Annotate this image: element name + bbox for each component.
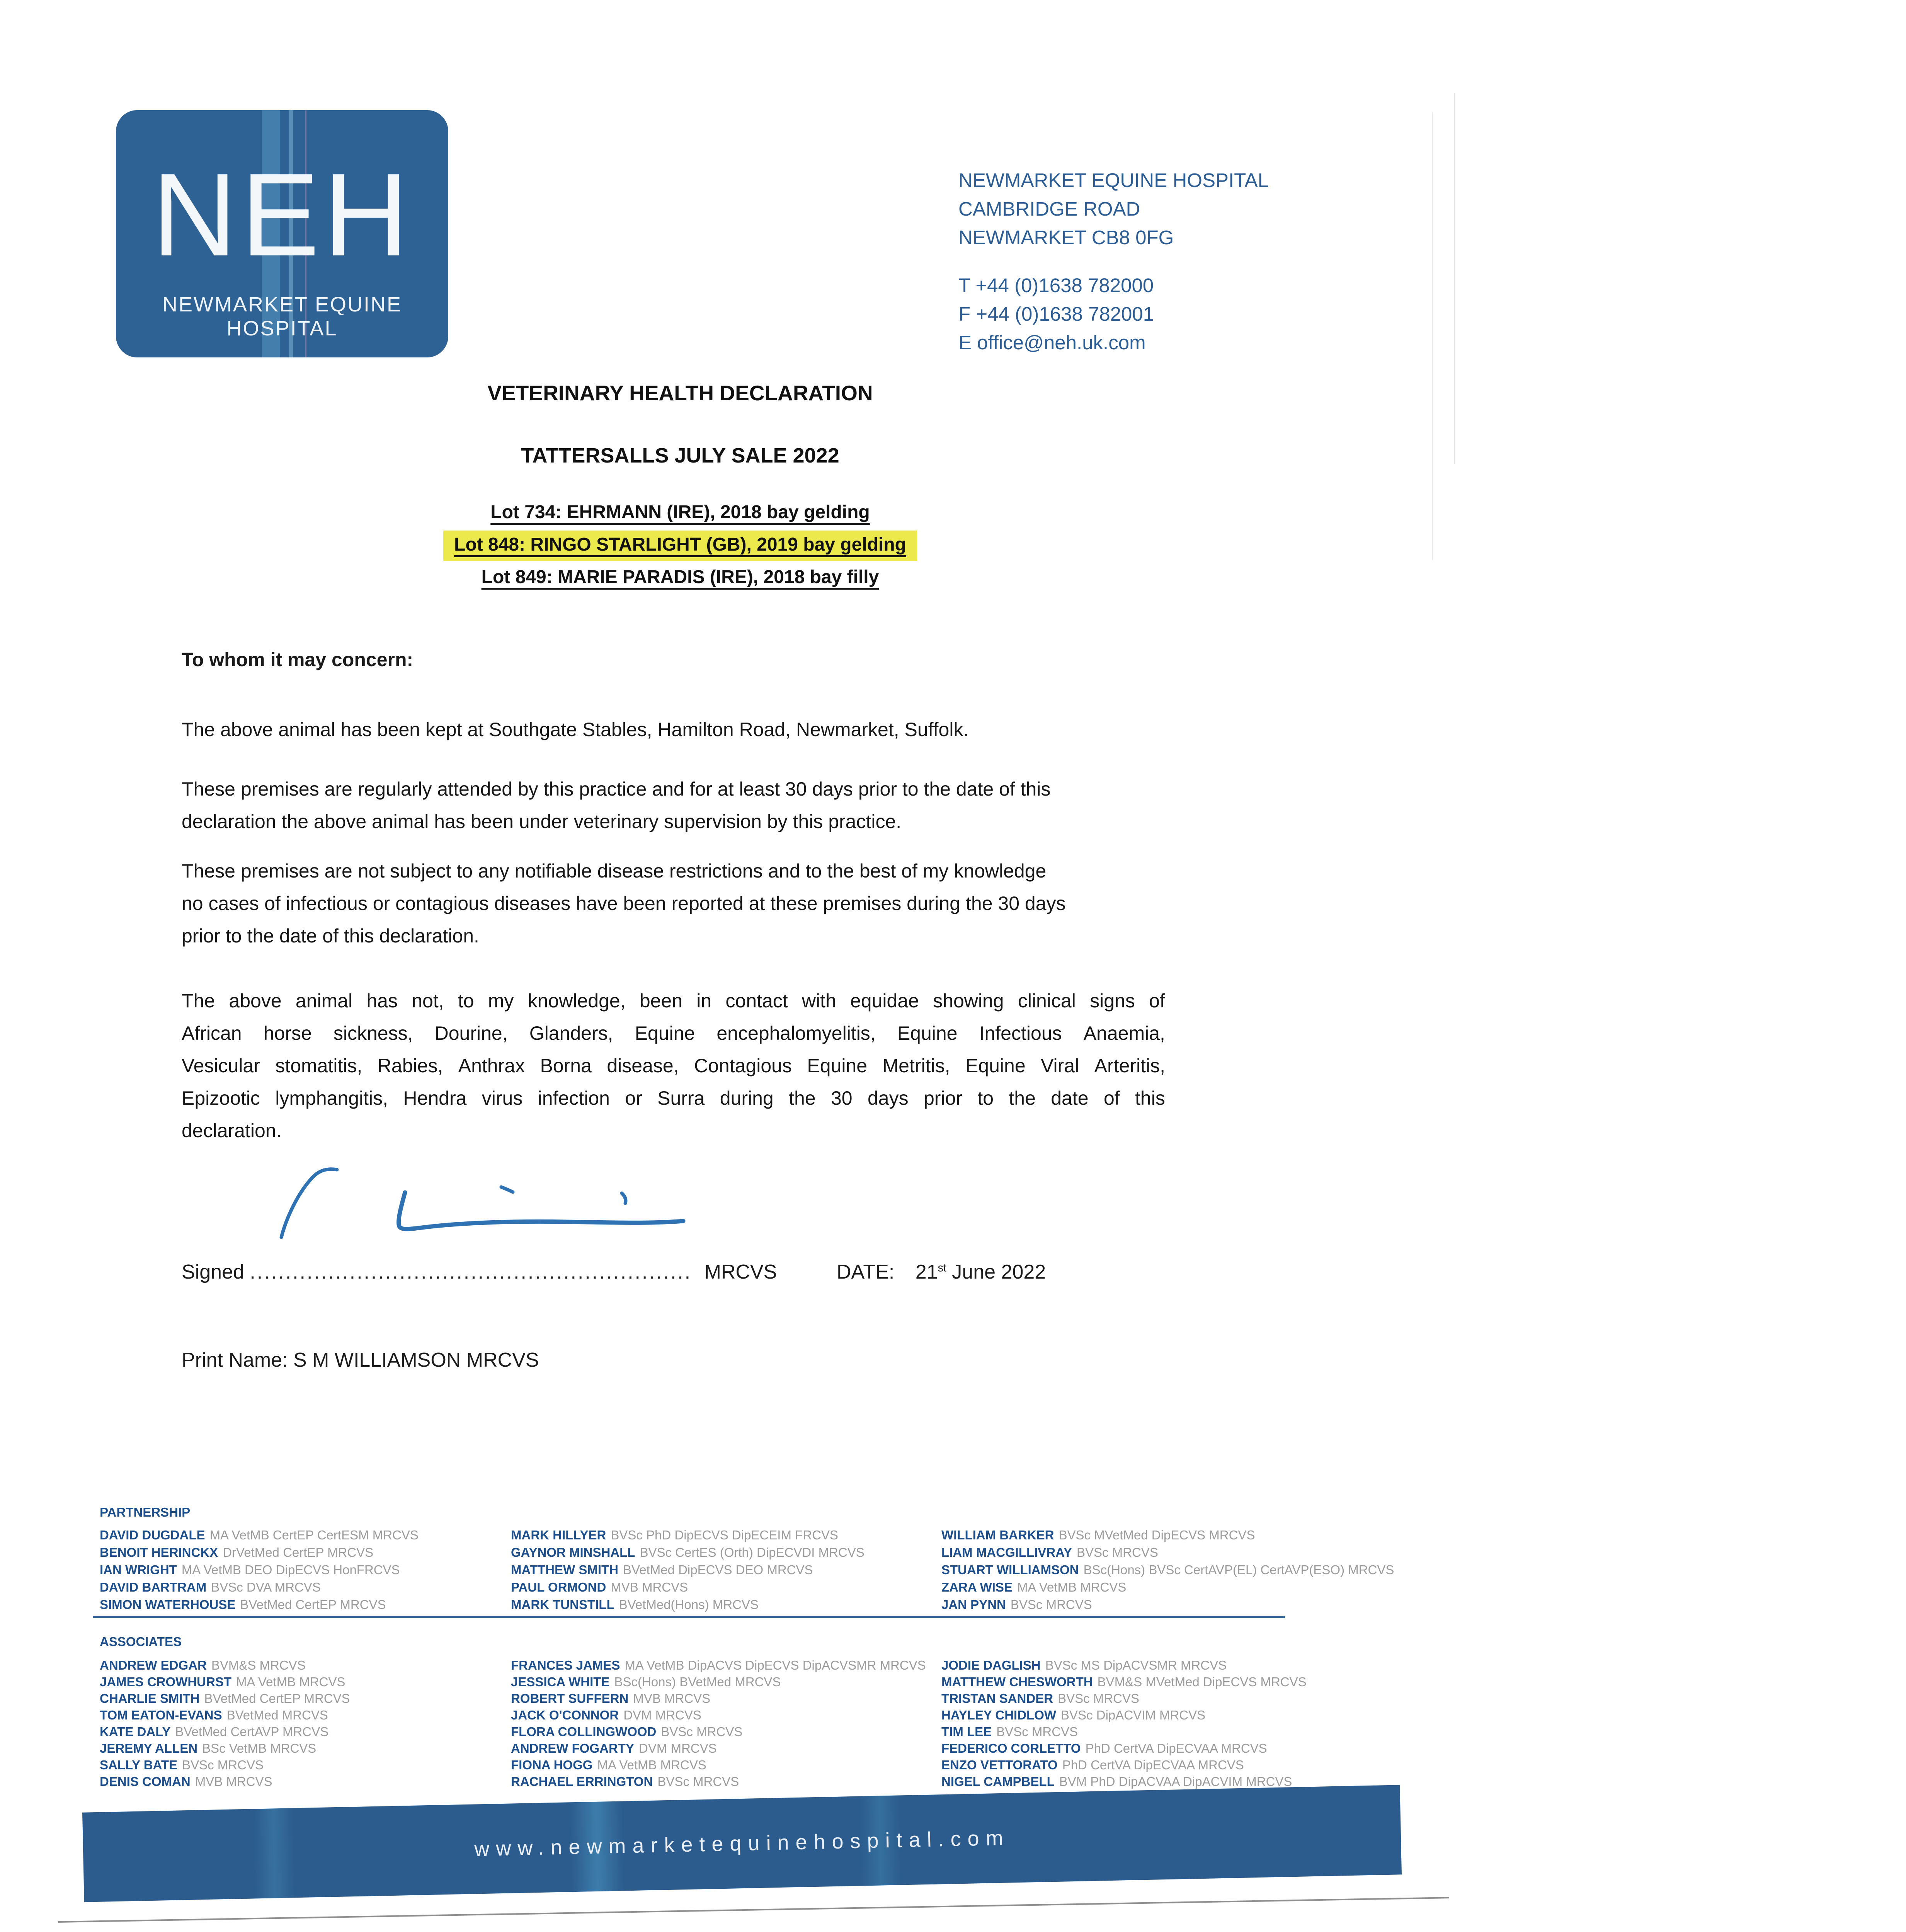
lot-line-848-highlighted: Lot 848: RINGO STARLIGHT (GB), 2019 bay gelding bbox=[155, 529, 1206, 561]
staff-member: PAUL ORMOND MVB MRCVS bbox=[511, 1580, 688, 1594]
email-line: E office@neh.uk.com bbox=[958, 332, 1146, 354]
lot-list bbox=[155, 496, 1206, 594]
body-line: prior to the date of this declaration. bbox=[182, 925, 479, 947]
partnership-column-1 bbox=[100, 1526, 419, 1613]
hospital-address bbox=[958, 166, 1269, 252]
staff-member: JACK O'CONNOR DVM MRCVS bbox=[511, 1708, 701, 1722]
staff-member: MARK TUNSTILL BVetMed(Hons) MRCVS bbox=[511, 1597, 759, 1612]
body-line: These premises are not subject to any notifiable disease restrictions and to the best of my knowledge bbox=[182, 860, 1047, 882]
associates-column-3 bbox=[941, 1657, 1307, 1790]
signed-label: Signed bbox=[182, 1261, 244, 1283]
staff-member: FIONA HOGG MA VetMB MRCVS bbox=[511, 1758, 706, 1772]
staff-member: CHARLIE SMITH BVetMed CertEP MRCVS bbox=[100, 1691, 350, 1706]
paragraph-1 bbox=[182, 713, 968, 746]
body-line: African horse sickness, Dourine, Glanders, Equine encephalomyelitis, Equine Infectious Anaemia, bbox=[182, 1022, 1165, 1044]
partnership-header: PARTNERSHIP bbox=[100, 1505, 191, 1519]
staff-member: DENIS COMAN MVB MRCVS bbox=[100, 1774, 272, 1789]
body-line: The above animal has not, to my knowledge, been in contact with equidae showing clinical signs of bbox=[182, 990, 1165, 1012]
mrcvs-label: MRCVS bbox=[704, 1261, 777, 1283]
staff-member: FRANCES JAMES MA VetMB DipACVS DipECVS DipACVSMR MRCVS bbox=[511, 1658, 926, 1672]
phone-line: T +44 (0)1638 782000 bbox=[958, 274, 1154, 296]
neh-logo bbox=[116, 110, 448, 357]
associates-header: ASSOCIATES bbox=[100, 1634, 182, 1649]
partnership-column-3 bbox=[941, 1526, 1394, 1613]
staff-member: JEREMY ALLEN BSc VetMB MRCVS bbox=[100, 1741, 317, 1755]
partnership-column-2 bbox=[511, 1526, 865, 1613]
staff-member: JESSICA WHITE BSc(Hons) BVetMed MRCVS bbox=[511, 1675, 781, 1689]
lot-line-849: Lot 849: MARIE PARADIS (IRE), 2018 bay filly bbox=[481, 567, 879, 587]
staff-member: TIM LEE BVSc MRCVS bbox=[941, 1725, 1078, 1739]
website-url: www.newmarketequinehospital.com bbox=[474, 1826, 1010, 1861]
staff-member: DAVID DUGDALE MA VetMB CertEP CertESM MRCVS bbox=[100, 1528, 419, 1542]
staff-member: WILLIAM BARKER BVSc MVetMed DipECVS MRCVS bbox=[941, 1528, 1255, 1542]
staff-member: LIAM MACGILLIVRAY BVSc MRCVS bbox=[941, 1545, 1158, 1560]
staff-member: FLORA COLLINGWOOD BVSc MRCVS bbox=[511, 1725, 743, 1739]
hospital-contact bbox=[958, 271, 1154, 357]
body-line: Epizootic lymphangitis, Hendra virus infection or Surra during the 30 days prior to the date of this bbox=[182, 1087, 1165, 1109]
staff-member: JAN PYNN BVSc MRCVS bbox=[941, 1597, 1092, 1612]
paragraph-4 bbox=[182, 985, 1165, 1147]
staff-member: BENOIT HERINCKX DrVetMed CertEP MRCVS bbox=[100, 1545, 374, 1560]
sale-title: TATTERSALLS JULY SALE 2022 bbox=[521, 444, 839, 467]
logo-monogram: NEH bbox=[152, 149, 412, 281]
staff-member: ANDREW FOGARTY DVM MRCVS bbox=[511, 1741, 717, 1755]
staff-member: SALLY BATE BVSc MRCVS bbox=[100, 1758, 264, 1772]
paragraph-2 bbox=[182, 773, 1050, 838]
associates-column-2 bbox=[511, 1657, 926, 1790]
website-bar bbox=[82, 1785, 1402, 1902]
staff-member: GAYNOR MINSHALL BVSc CertES (Orth) DipECVDI MRCVS bbox=[511, 1545, 865, 1560]
staff-member: ROBERT SUFFERN MVB MRCVS bbox=[511, 1691, 711, 1706]
staff-member: TOM EATON-EVANS BVetMed MRCVS bbox=[100, 1708, 328, 1722]
staff-member: STUART WILLIAMSON BSc(Hons) BVSc CertAVP(EL) CertAVP(ESO) MRCVS bbox=[941, 1563, 1394, 1577]
staff-member: JODIE DAGLISH BVSc MS DipACVSMR MRCVS bbox=[941, 1658, 1227, 1672]
salutation: To whom it may concern: bbox=[182, 649, 414, 670]
body-line: Vesicular stomatitis, Rabies, Anthrax Borna disease, Contagious Equine Metritis, Equine Viral Arteritis, bbox=[182, 1055, 1165, 1077]
staff-divider-rule bbox=[93, 1616, 1285, 1618]
address-line: CAMBRIDGE ROAD bbox=[958, 198, 1140, 220]
body-line: These premises are regularly attended by this practice and for at least 30 days prior to the date of this bbox=[182, 778, 1051, 800]
fax-line: F +44 (0)1638 782001 bbox=[958, 303, 1154, 325]
staff-member: DAVID BARTRAM BVSc DVA MRCVS bbox=[100, 1580, 321, 1594]
print-name: Print Name: S M WILLIAMSON MRCVS bbox=[182, 1349, 539, 1371]
staff-member: SIMON WATERHOUSE BVetMed CertEP MRCVS bbox=[100, 1597, 386, 1612]
signature-dotted-line: .............................................................. bbox=[250, 1261, 692, 1283]
staff-member: HAYLEY CHIDLOW BVSc DipACVIM MRCVS bbox=[941, 1708, 1206, 1722]
staff-member: RACHAEL ERRINGTON BVSc MRCVS bbox=[511, 1774, 739, 1789]
scan-edge-line bbox=[1454, 93, 1455, 464]
lot-line-734: Lot 734: EHRMANN (IRE), 2018 bay gelding bbox=[490, 502, 870, 522]
body-line: no cases of infectious or contagious diseases have been reported at these premises during the 30 days bbox=[182, 893, 1066, 914]
paragraph-3 bbox=[182, 855, 1066, 952]
staff-member: MATTHEW SMITH BVetMed DipECVS DEO MRCVS bbox=[511, 1563, 813, 1577]
body-line: The above animal has been kept at Southgate Stables, Hamilton Road, Newmarket, Suffolk. bbox=[182, 719, 969, 740]
address-line: NEWMARKET CB8 0FG bbox=[958, 226, 1174, 248]
signed-row bbox=[182, 1260, 777, 1284]
staff-member: ENZO VETTORATO PhD CertVA DipECVAA MRCVS bbox=[941, 1758, 1244, 1772]
date-value: 21st June 2022 bbox=[915, 1261, 1046, 1283]
staff-member: MATTHEW CHESWORTH BVM&S MVetMed DipECVS MRCVS bbox=[941, 1675, 1307, 1689]
handwritten-signature bbox=[247, 1148, 711, 1256]
scan-artifact-line bbox=[58, 1897, 1449, 1923]
logo-subtitle: NEWMARKET EQUINE HOSPITAL bbox=[162, 293, 402, 340]
date-label: DATE: bbox=[837, 1261, 895, 1283]
staff-member: JAMES CROWHURST MA VetMB MRCVS bbox=[100, 1675, 345, 1689]
scan-edge-line bbox=[1432, 112, 1433, 560]
staff-member: TRISTAN SANDER BVSc MRCVS bbox=[941, 1691, 1139, 1706]
staff-member: ZARA WISE MA VetMB MRCVS bbox=[941, 1580, 1127, 1594]
address-line: NEWMARKET EQUINE HOSPITAL bbox=[958, 169, 1269, 191]
staff-member: FEDERICO CORLETTO PhD CertVA DipECVAA MRCVS bbox=[941, 1741, 1267, 1755]
staff-member: KATE DALY BVetMed CertAVP MRCVS bbox=[100, 1725, 329, 1739]
document-title: VETERINARY HEALTH DECLARATION bbox=[487, 381, 873, 405]
body-line: declaration. bbox=[182, 1120, 282, 1141]
associates-column-1 bbox=[100, 1657, 350, 1790]
staff-member: MARK HILLYER BVSc PhD DipECVS DipECEIM FRCVS bbox=[511, 1528, 838, 1542]
body-line: declaration the above animal has been under veterinary supervision by this practice. bbox=[182, 811, 902, 832]
staff-member: ANDREW EDGAR BVM&S MRCVS bbox=[100, 1658, 306, 1672]
date-row bbox=[837, 1260, 1046, 1284]
staff-member: NIGEL CAMPBELL BVM PhD DipACVAA DipACVIM MRCVS bbox=[941, 1774, 1292, 1789]
staff-member: IAN WRIGHT MA VetMB DEO DipECVS HonFRCVS bbox=[100, 1563, 400, 1577]
